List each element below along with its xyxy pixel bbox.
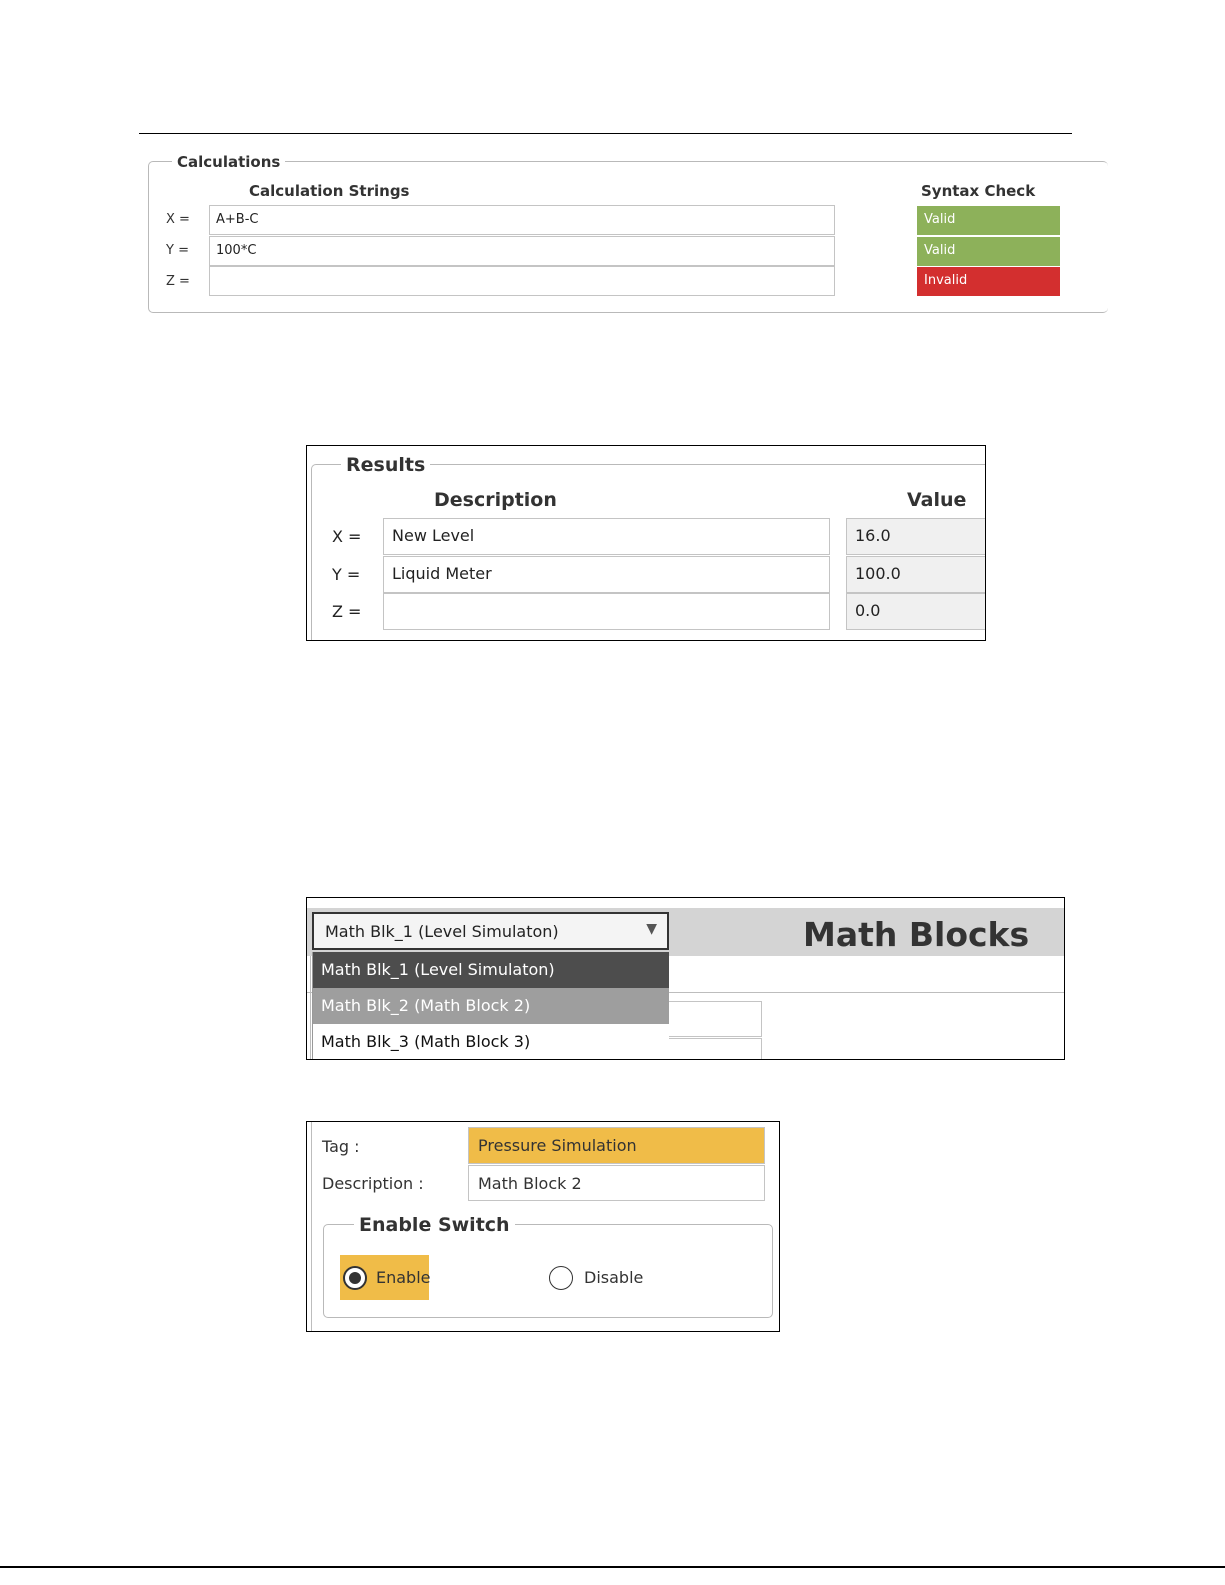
tag-label: Tag : xyxy=(322,1137,360,1156)
calc-label-x: X = xyxy=(166,212,190,227)
background-field-1 xyxy=(662,1001,762,1037)
math-block-select[interactable] xyxy=(312,912,669,950)
result-description-x[interactable]: New Level xyxy=(383,518,830,555)
enable-option[interactable] xyxy=(340,1255,429,1300)
math-blocks-title: Math Blocks xyxy=(803,915,1030,954)
triangle-down-icon: ▼ xyxy=(646,921,657,937)
result-description-y[interactable]: Liquid Meter xyxy=(383,556,830,593)
math-block-select-value: Math Blk_1 (Level Simulaton) xyxy=(325,922,559,941)
block-config-panel xyxy=(306,1121,780,1332)
bottom-rule xyxy=(0,1566,1225,1568)
calc-label-y: Y = xyxy=(166,243,189,258)
syntax-check-header: Syntax Check xyxy=(921,182,1036,200)
result-label-y: Y = xyxy=(332,565,361,584)
calc-input-z[interactable] xyxy=(209,266,835,296)
background-left-edge xyxy=(310,956,311,1060)
calc-input-y[interactable]: 100*C xyxy=(209,236,835,266)
results-panel xyxy=(306,445,986,641)
syntax-status-y: Valid xyxy=(917,237,1060,266)
math-blocks-panel xyxy=(306,897,1065,1060)
disable-option[interactable] xyxy=(547,1255,657,1300)
dropdown-option-math-blk-3[interactable]: Math Blk_3 (Math Block 3) xyxy=(313,1024,669,1060)
math-block-dropdown-list xyxy=(312,952,668,1060)
result-label-z: Z = xyxy=(332,602,362,621)
top-rule xyxy=(139,133,1072,134)
calculations-panel xyxy=(140,150,1080,320)
tag-input[interactable]: Pressure Simulation xyxy=(468,1127,765,1164)
description-label: Description : xyxy=(322,1174,424,1193)
value-header: Value xyxy=(907,489,967,511)
result-value-x: 16.0 xyxy=(846,518,986,555)
enable-radio-icon xyxy=(343,1266,367,1290)
description-input[interactable]: Math Block 2 xyxy=(468,1165,765,1201)
dropdown-option-math-blk-2[interactable]: Math Blk_2 (Math Block 2) xyxy=(313,988,669,1024)
result-label-x: X = xyxy=(332,527,362,546)
disable-label: Disable xyxy=(584,1268,644,1287)
calculations-title: Calculations xyxy=(172,153,285,171)
calculation-strings-header: Calculation Strings xyxy=(249,182,410,200)
description-header: Description xyxy=(434,489,557,511)
results-title: Results xyxy=(341,454,430,476)
result-value-y: 100.0 xyxy=(846,556,986,593)
result-value-z: 0.0 xyxy=(846,593,986,630)
enable-label: Enable xyxy=(376,1268,431,1287)
disable-radio-icon xyxy=(549,1266,573,1290)
syntax-status-z: Invalid xyxy=(917,267,1060,296)
dropdown-option-math-blk-1[interactable]: Math Blk_1 (Level Simulaton) xyxy=(313,952,669,988)
enable-switch-title: Enable Switch xyxy=(354,1214,515,1236)
result-description-z[interactable] xyxy=(383,593,830,630)
background-field-2 xyxy=(662,1038,762,1060)
calc-input-x[interactable]: A+B-C xyxy=(209,205,835,235)
calc-label-z: Z = xyxy=(166,274,190,289)
syntax-status-x: Valid xyxy=(917,206,1060,235)
panel-left-edge xyxy=(311,1122,312,1332)
